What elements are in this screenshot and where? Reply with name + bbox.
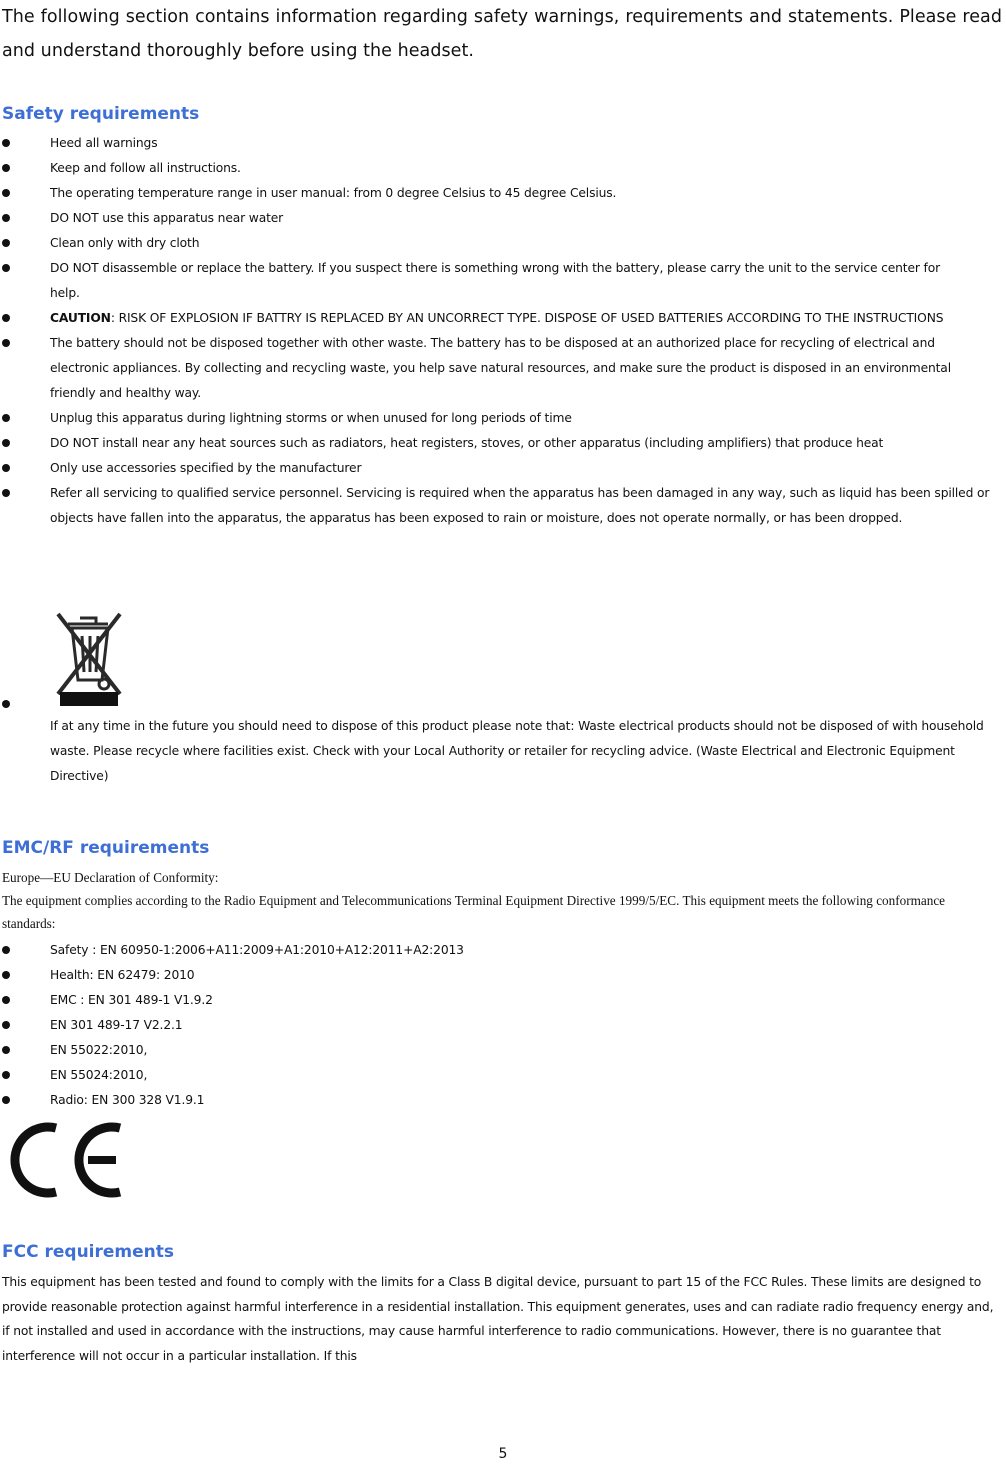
list-item-text: EN 55024:2010, <box>50 1068 148 1082</box>
list-item <box>0 331 1004 406</box>
list-item-text: DO NOT use this apparatus near water <box>50 211 284 225</box>
safety-heading: Safety requirements <box>2 104 200 124</box>
intro-paragraph: The following section contains information regarding safety warnings, requirements and statements. Please read and understand thoroughly before using the headset. <box>2 7 1002 61</box>
list-item <box>0 1088 1004 1113</box>
list-item <box>0 156 1004 181</box>
caution-text: : RISK OF EXPLOSION IF BATTRY IS REPLACED BY AN UNCORRECT TYPE. DISPOSE OF USED BATTERIES ACCORDING TO THE INSTRUCTIONS <box>110 311 944 325</box>
bullet-icon <box>2 971 10 979</box>
crossed-out-wheelie-bin-icon <box>50 604 126 710</box>
bullet-icon <box>2 239 10 247</box>
list-item <box>0 456 1004 481</box>
list-item <box>0 1063 1004 1088</box>
bullet-icon <box>2 1046 10 1054</box>
list-item-text: DO NOT disassemble or replace the battery. If you suspect there is something wrong with the battery, please carry the unit to the service center for help. <box>50 261 941 300</box>
list-item-text: EN 55022:2010, <box>50 1043 148 1057</box>
list-item-text: Keep and follow all instructions. <box>50 161 241 175</box>
list-item-text: The operating temperature range in user manual: from 0 degree Celsius to 45 degree Celsius. <box>50 186 617 200</box>
bullet-icon <box>2 464 10 472</box>
fcc-heading: FCC requirements <box>2 1242 175 1262</box>
list-item-text: The battery should not be disposed together with other waste. The battery has to be disposed at an authorized place for recycling of electrical and electronic appliances. By collecting and recycling waste, you help save natural resources, and make sure the product is disposed in an environmental friendly and healthy way. <box>50 336 951 400</box>
bullet-icon <box>2 264 10 272</box>
bullet-icon <box>2 439 10 447</box>
bullet-icon <box>2 946 10 954</box>
bullet-icon <box>2 339 10 347</box>
caution-item <box>0 306 1004 331</box>
ce-mark-icon <box>8 1118 126 1202</box>
bullet-icon <box>2 700 10 708</box>
list-item-text: DO NOT install near any heat sources such as radiators, heat registers, stoves, or other apparatus (including amplifiers) that produce heat <box>50 436 884 450</box>
weee-text <box>0 714 1006 789</box>
list-item-text: Refer all servicing to qualified service personnel. Servicing is required when the apparatus has been damaged in any way, such as liquid has been spilled or objects have fallen into the apparatus, the apparatus has been exposed to rain or moisture, does not operate normally, or has been dropped. <box>50 486 990 525</box>
emc-heading: EMC/RF requirements <box>2 838 210 858</box>
bullet-icon <box>2 1096 10 1104</box>
list-item <box>0 938 1004 963</box>
bullet-icon <box>2 164 10 172</box>
weee-item <box>0 604 1006 714</box>
list-item-text: Heed all warnings <box>50 136 158 150</box>
list-item-text: EN 301 489-17 V2.2.1 <box>50 1018 183 1032</box>
list-item-text: Unplug this apparatus during lightning storms or when unused for long periods of time <box>50 411 572 425</box>
bullet-icon <box>2 214 10 222</box>
list-item <box>0 1013 1004 1038</box>
list-item <box>0 256 1004 306</box>
caution-label: CAUTION <box>50 311 111 325</box>
list-item <box>0 206 1004 231</box>
list-item-text: Only use accessories specified by the manufacturer <box>50 461 362 475</box>
list-item-text: Clean only with dry cloth <box>50 236 200 250</box>
page-number: 5 <box>498 1446 508 1462</box>
list-item-text: EMC : EN 301 489-1 V1.9.2 <box>50 993 213 1007</box>
list-item <box>0 481 1004 531</box>
list-item <box>0 1038 1004 1063</box>
list-item <box>0 963 1004 988</box>
list-item <box>0 406 1004 431</box>
list-item <box>0 131 1004 156</box>
safety-list-a <box>0 131 1004 531</box>
emc-statement: The equipment complies according to the Radio Equipment and Telecommunications Terminal Equipment Directive 1999/5/EC. This equipment meets the following conformance standards: <box>2 893 946 931</box>
list-item <box>0 181 1004 206</box>
list-item-text: Health: EN 62479: 2010 <box>50 968 195 982</box>
list-item-text: Safety : EN 60950-1:2006+A11:2009+A1:2010+A12:2011+A2:2013 <box>50 943 464 957</box>
weee-text-content: If at any time in the future you should need to dispose of this product please note that: Waste electrical products should not be disposed of with household waste. Please recycle where facilities exist. Check with your Local Authority or retailer for recycling advice. (Waste Electrical and Electronic Equipment Directive) <box>50 719 984 783</box>
bullet-icon <box>2 1021 10 1029</box>
emc-declaration: Europe—EU Declaration of Conformity: <box>2 870 219 885</box>
bullet-icon <box>2 414 10 422</box>
emc-standards-list <box>0 938 1004 1113</box>
bullet-icon <box>2 489 10 497</box>
list-item <box>0 231 1004 256</box>
list-item-text: Radio: EN 300 328 V1.9.1 <box>50 1093 205 1107</box>
bullet-icon <box>2 314 10 322</box>
bullet-icon <box>2 1071 10 1079</box>
bullet-icon <box>2 189 10 197</box>
bullet-icon <box>2 139 10 147</box>
bullet-icon <box>2 996 10 1004</box>
fcc-body: This equipment has been tested and found to comply with the limits for a Class B digital device, pursuant to part 15 of the FCC Rules. These limits are designed to provide reasonable protection against harmful interference in a residential installation. This equipment generates, uses and can radiate radio frequency energy and, if not installed and used in accordance with the instructions, may cause harmful interference to radio communications. However, there is no guarantee that interference will not occur in a particular installation. If this <box>2 1275 994 1363</box>
list-item <box>0 988 1004 1013</box>
list-item <box>0 431 1004 456</box>
